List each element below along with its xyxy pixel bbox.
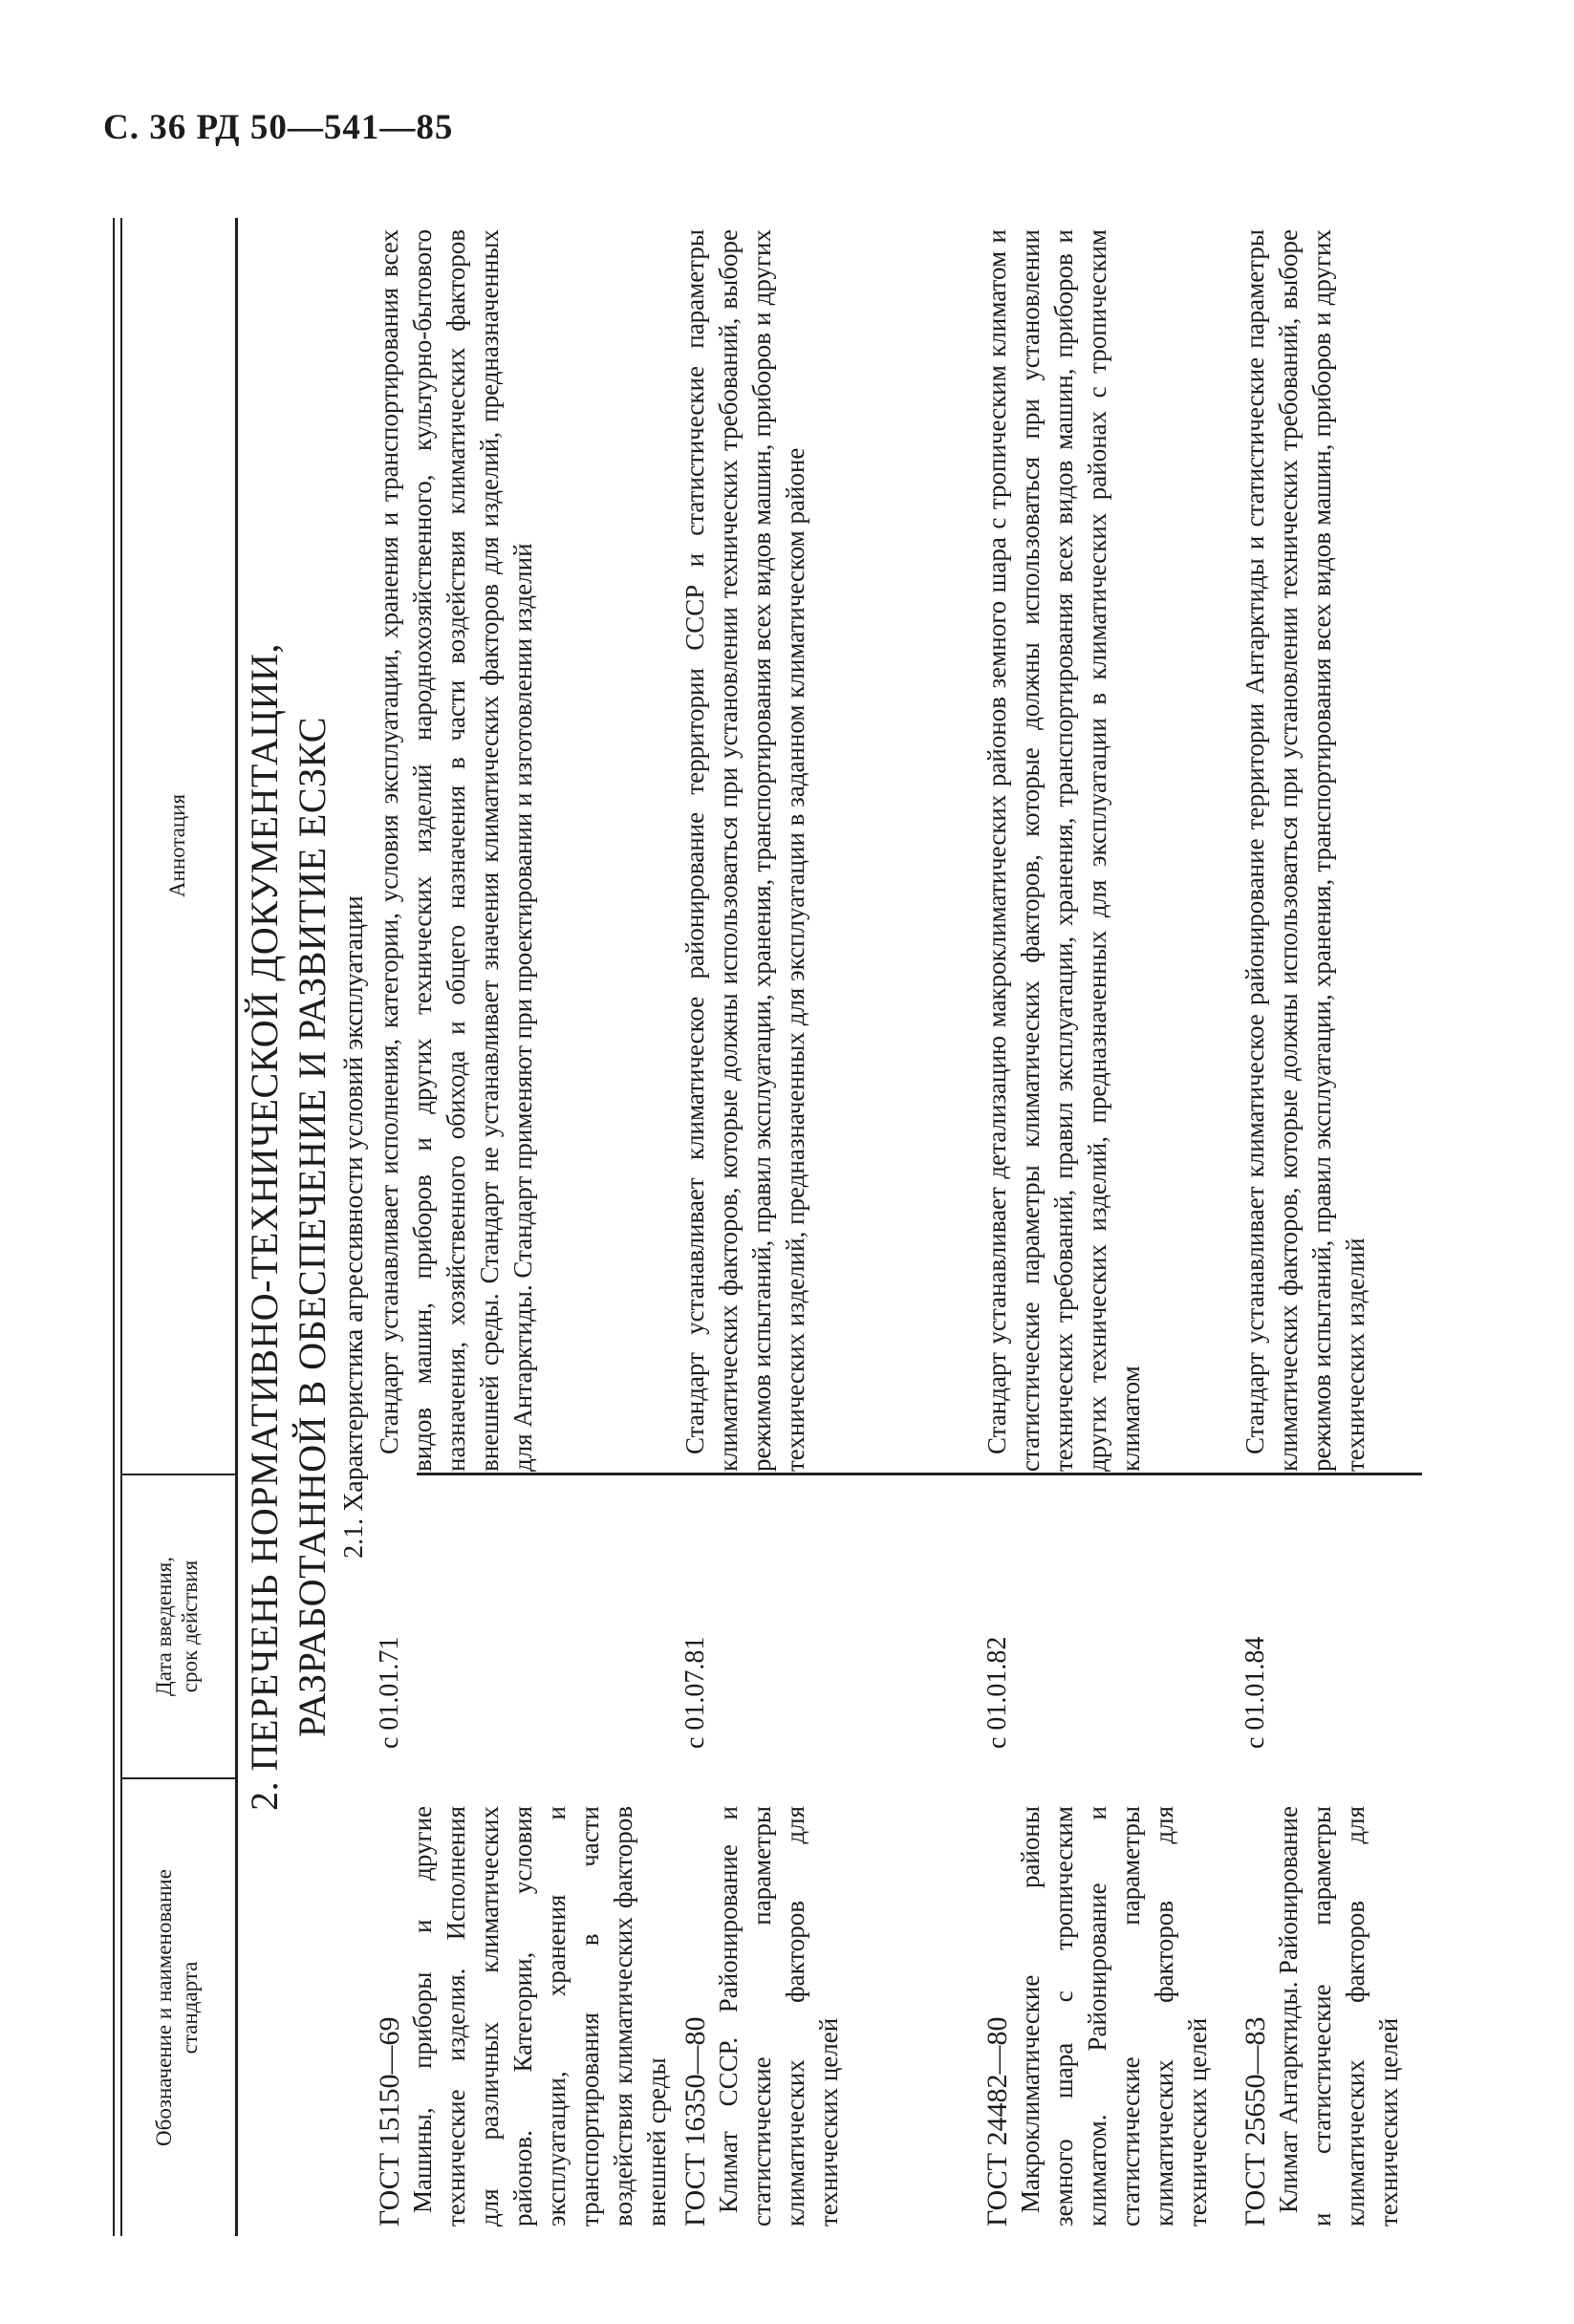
date-cell: с 01.01.82 — [982, 1636, 1012, 1749]
standard-cell — [679, 1806, 846, 2227]
annotation-cell: Стандарт устанавливает детализацию макроклиматических районов земного шара с тропическим климатом и статистические параметры климатических факторов, которые должны использоваться при установлении технических требований, правил эксплуатации, хранения, транспортирования всех видов машин, приборов и других технических изделий, предназначенных для эксплуатации в климатических районах с тропическим климатом — [982, 229, 1145, 1472]
standard-code: ГОСТ 16350—80 — [679, 2016, 711, 2227]
standard-name: Климат СССР. Районирование и статистические параметры климатических факторов для технических целей — [714, 1806, 843, 2227]
standard-code: ГОСТ 15150—69 — [374, 2016, 405, 2227]
annotation-cell: Стандарт устанавливает исполнения, категории, условия эксплуатации, хранения и транспортирования всех видов машин, приборов и других технических изделий народнохозяйственного, культурно-бытового назначения, хозяйственного обихода и общего назначения в части воздействия климатических факторов внешней среды. Стандарт не устанавливает значения климатических факторов для изделий, предназначенных для Антарктиды. Стандарт применяют при проектировании и изготовлении изделий — [375, 229, 537, 1472]
standard-name: Климат Антарктиды. Районирование и статистические параметры климатических факторов для технических целей — [1274, 1806, 1403, 2227]
standard-cell — [373, 1806, 674, 2227]
subsection-title: 2.1. Характеристика агрессивности условий эксплуатации — [339, 895, 369, 1559]
standard-cell — [981, 1806, 1215, 2227]
date-cell: с 01.01.84 — [1240, 1636, 1270, 1749]
table-row — [373, 218, 671, 2236]
col-header-annotation: Аннотация — [164, 793, 189, 898]
annotation-cell: Стандарт устанавливает климатическое районирование территории Антарктиды и статистические параметры климатических факторов, которые должны использоваться при установлении технических требований, выборе режимов испытаний, правил эксплуатации, хранения, транспортирования всех видов машин, приборов и других технических изделий — [1240, 229, 1369, 1472]
standard-name: Машины, приборы и другие технические изделия. Исполнения для различных климатических районов. Категории, условия эксплуатации, хранения и транспортирования в части воздействия климатических факторов внешней среды — [408, 1806, 671, 2227]
header-divider — [235, 218, 238, 2236]
standard-code: ГОСТ 24482—80 — [981, 2016, 1013, 2227]
annotation-cell: Стандарт устанавливает климатическое районирование территории СССР и статистические параметры климатических факторов, которые должны использоваться при установлении технических требований, выборе режимов испытаний, правил эксплуатации, хранения, транспортирования всех видов машин, приборов и других технических изделий, предназначенных для эксплуатации в заданном климатическом районе — [680, 229, 809, 1472]
standard-code: ГОСТ 25650—83 — [1240, 2016, 1271, 2227]
col-header-standard: Обозначение и наименование стандарта — [152, 1869, 202, 2146]
standards-table — [113, 218, 1422, 2236]
date-cell: с 01.07.81 — [680, 1636, 710, 1749]
table-row — [1239, 218, 1420, 2236]
col-header-date: Дата введения, срок действия — [152, 1557, 202, 1696]
table-row — [679, 218, 965, 2236]
standard-name: Макроклиматические районы земного шара с тропическим климатом. Районирование и статистические параметры климатических факторов для технических целей — [1016, 1806, 1212, 2227]
standard-cell — [1239, 1806, 1406, 2227]
table-row — [981, 218, 1267, 2236]
rotated-table-block — [113, 218, 1422, 2236]
section-title: 2. ПЕРЕЧЕНЬ НОРМАТИВНО-ТЕХНИЧЕСКОЙ ДОКУМЕНТАЦИИ, РАЗРАБОТАННОЙ В ОБЕСПЕЧЕНИЕ И РАЗВИТИЕ ЕСЗКС — [243, 643, 334, 1811]
date-cell: с 01.01.71 — [375, 1636, 404, 1749]
page-header: С. 36 РД 50—541—85 — [103, 108, 454, 147]
